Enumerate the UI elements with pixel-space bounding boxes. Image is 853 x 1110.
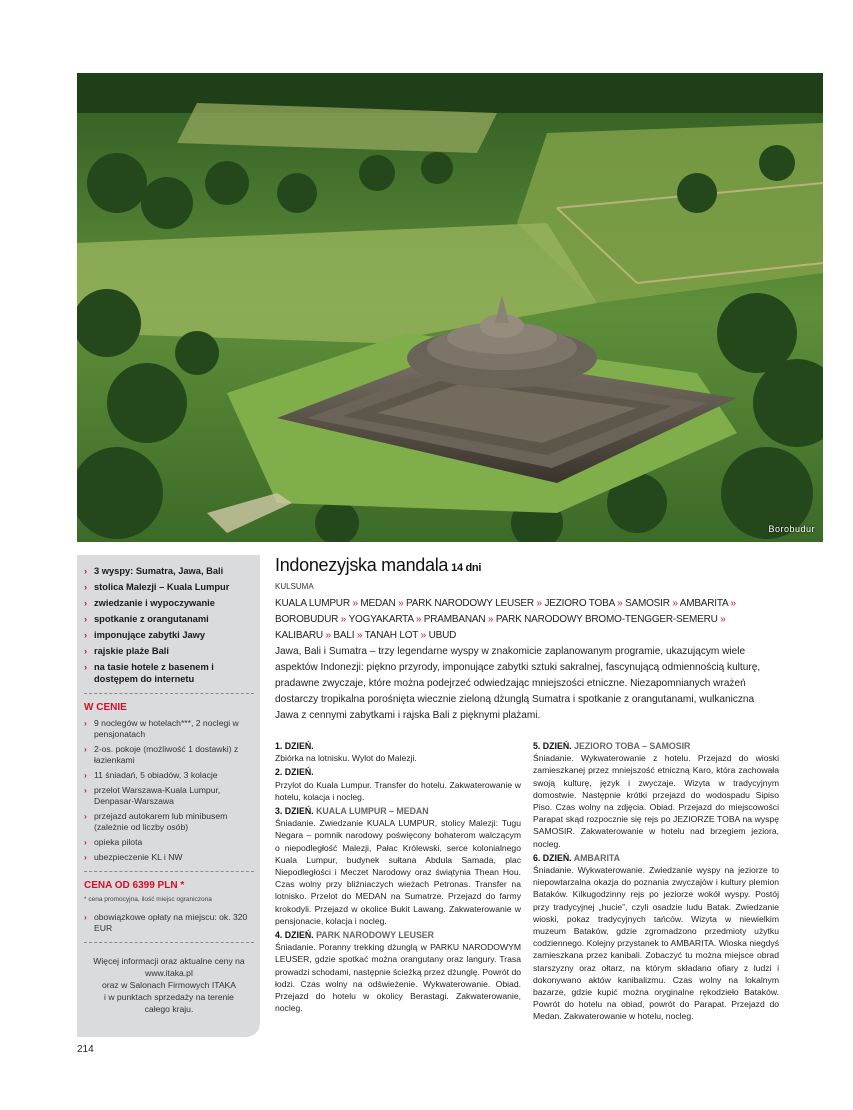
chevron-right-icon: › <box>84 852 87 862</box>
itinerary-day <box>275 929 521 1014</box>
divider <box>84 942 254 943</box>
day-heading: 1. DZIEŃ. <box>275 741 314 751</box>
more-info: Więcej informacji oraz aktualne ceny na www.itaka.pl oraz w Salonach Firmowych ITAKA i w punktach sprzedaży na terenie całego kraju. <box>84 955 254 1015</box>
itinerary-column-left <box>275 740 521 1016</box>
price-label: CENA OD 6399 PLN * <box>84 880 185 891</box>
chevron-right-icon: › <box>84 630 88 640</box>
in-price-item: › przejazd autokarem lub minibusem (zależnie od liczby osób) <box>84 811 228 832</box>
extra-fee-item: › obowiązkowe opłaty na miejscu: ok. 320 EUR <box>84 912 248 933</box>
in-price-heading: W CENIE <box>84 702 127 713</box>
route-arrow-icon: » <box>413 614 424 625</box>
itinerary-day <box>275 805 521 927</box>
chevron-right-icon: › <box>84 744 87 754</box>
chevron-right-icon: › <box>84 582 88 592</box>
itinerary-day <box>275 766 521 803</box>
itinerary-day <box>275 740 521 764</box>
chevron-right-icon: › <box>84 662 88 672</box>
intro-paragraph: Jawa, Bali i Sumatra – trzy legendarne wyspy w znakomicie zaplanowanym programie, ukazującym wiele aspektów Indonezji: piękno przyrody, imponujące zabytki sztuki sakralnej, fascynującą odmiennością kulturę, pradawne zwyczaje, które można podejrzeć odwiedzając mniejszości etniczne. Niezapomnianych wrażeń dostarczy tropikalna porośnięta wiecznie zieloną dżunglą Sumatra i spotkanie z orangutanami, wulkaniczna Jawa z cennymi zabytkami i rajska Bali z pięknymi plażami. <box>275 646 761 721</box>
day-description: Śniadanie. Wykwaterowanie. Zwiedzanie wyspy na jeziorze to niepowtarzalna okazja do poznania zwyczajów i kultury plemion Bataków. Kilkugodzinny rejs po jeziorze wokół wyspy. Postój przy tradycyjnej „hucie”, czyli osadzie ludu Batak. Zwiedzanie wioski, pokaz tradycyjnych tańców. Wizyta w niewielkim muzeum Bataków, gdzie zgromadzono przedmioty użytku codziennego. Kolejny przystanek to AMBARITA. Wioska niegdyś zamieszkana przez kanibali. Zobaczyć tu można miejsce obrad starszyzny oraz ołtarz, na którym składano ofiary z ludzi i dokonywano aktów kanibalizmu. Czas wolny na lokalnym bazarze, gdzie kupić można oryginalne rękodzieło Bataków. Powrót do hotelu na obiad, powrót do Parapat. Przejazd do Medan. Zakwaterowanie w hotelu, nocleg. <box>533 865 779 1022</box>
highlight-item: › zwiedzanie i wypoczywanie <box>84 598 215 608</box>
day-heading: 4. DZIEŃ. PARK NARODOWY LEUSER <box>275 930 435 941</box>
route-arrow-icon: » <box>485 614 496 625</box>
divider <box>84 871 254 872</box>
route-arrow-icon: » <box>418 630 429 641</box>
route-arrow-icon: » <box>533 598 545 609</box>
page-number: 214 <box>77 1044 94 1055</box>
chevron-right-icon: › <box>84 598 88 608</box>
in-price-item: › 11 śniadań, 5 obiadów, 3 kolacje <box>84 770 218 780</box>
route-arrow-icon: » <box>614 598 626 609</box>
route-arrow-icon: » <box>727 598 736 609</box>
borobudur-landscape-illustration <box>77 73 823 542</box>
chevron-right-icon: › <box>84 785 87 795</box>
photo-caption: Borobudur <box>768 524 815 534</box>
highlight-item: › imponujące zabytki Jawy <box>84 630 206 640</box>
chevron-right-icon: › <box>84 646 88 656</box>
chevron-right-icon: › <box>84 566 88 576</box>
day-heading: 3. DZIEŃ. KUALA LUMPUR – MEDAN <box>275 806 429 817</box>
chevron-right-icon: › <box>84 912 87 922</box>
route-arrow-icon: » <box>322 630 334 641</box>
in-price-item: › 9 noclegów w hotelach***, 2 noclegi w pensjonatach <box>84 718 239 739</box>
chevron-right-icon: › <box>84 811 87 821</box>
price-note: * cena promocyjna, ilość miejsc ograniczona <box>84 896 212 903</box>
day-description: Śniadanie. Poranny trekking dżunglą w PARKU NARODOWYM LEUSER, gdzie spotkać można orangutany oraz langury. Trasa prowadzi schodami, następnie ścieżką przez dżunglę. Powrót do łodzi. Czas wolny na odświeżenie. Wykwaterowanie. Obiad. Przejazd do hotelu w okolicy Berastagi. Zakwaterowanie, nocleg. <box>275 942 522 1014</box>
itinerary-day <box>533 740 779 850</box>
day-description: Śniadanie. Wykwaterowanie z hotelu. Przejazd do wioski zamieszkanej przez mniejszość etniczną Karo, która zachowała swoją kulturę, język i zwyczaje. Wizyta w tradycyjnym domostwie. Następnie krótki przejazd do wodospadu Sipiso Piso. Czas wolny na zdjęcia. Obiad. Przejazd do miejscowości Parapat skąd rozpocznie się rejs po JEZIORZE TOBA na wyspę SAMOSIR. Zakwaterowanie w hotelu nad brzegiem jeziora, nocleg. <box>533 753 779 849</box>
route-arrow-icon: » <box>717 614 726 625</box>
route-arrow-icon: » <box>354 630 365 641</box>
highlight-item: › stolica Malezji – Kuala Lumpur <box>84 582 230 592</box>
day-heading: 5. DZIEŃ. JEZIORO TOBA – SAMOSIR <box>533 741 691 751</box>
in-price-item: › przelot Warszawa-Kuala Lumpur, Denpasar-Warszawa <box>84 785 221 806</box>
route-list: KUALA LUMPUR » MEDAN » PARK NARODOWY LEUSER » JEZIORO TOBA » SAMOSIR » AMBARITA » BOROBUDUR » YOGYAKARTA » PRAMBANAN » PARK NARODOWY BROMO-TENGGER-SEMERU » KALIBARU » BALI » TANAH LOT » UBUD <box>275 598 736 641</box>
chevron-right-icon: › <box>84 718 87 728</box>
highlight-item: › rajskie plaże Bali <box>84 646 169 656</box>
website-link[interactable]: www.itaka.pl <box>145 968 193 978</box>
trip-duration: 14 dni <box>451 562 482 574</box>
in-price-item: › opieka pilota <box>84 837 143 847</box>
chevron-right-icon: › <box>84 614 88 624</box>
day-description: Śniadanie. Zwiedzanie KUALA LUMPUR, stolicy Malezji: Tugu Negara – pomnik narodowy poświęcony bohaterom walczącym o niepodległość Malezji, Pałac Królewski, serce kolonialnego Kuala Lumpur, budynek sułtana Abdula Samada, plac Niepodległości i Meczet Narodowy oraz świątynia Thean Hou. Czas wolny przy bliźniaczych wieżach Petronas. Transfer na lotnisko. Przelot do MEDAN na Sumatrze. Przejazd do farmy krokodyli. Przejazd w okolice Bukit Lawang. Zakwaterowanie w pensjonacie, kolacja i nocleg. <box>275 818 521 926</box>
route-arrow-icon: » <box>349 598 361 609</box>
route-arrow-icon: » <box>395 598 407 609</box>
day-heading: 2. DZIEŃ. <box>275 767 314 778</box>
route-arrow-icon: » <box>669 598 680 609</box>
highlight-item: › 3 wyspy: Sumatra, Jawa, Bali <box>84 566 224 576</box>
day-description: Zbiórka na lotnisku. Wylot do Malezji. <box>275 753 417 764</box>
highlight-item: › spotkanie z orangutanami <box>84 614 209 624</box>
day-description: Przylot do Kuala Lumpur. Transfer do hotelu. Zakwaterowanie w hotelu, kolacja i nocleg. <box>275 779 521 802</box>
in-price-item: › ubezpieczenie KL i NW <box>84 852 183 862</box>
route-arrow-icon: » <box>338 614 349 625</box>
hero-photo <box>77 73 823 542</box>
itinerary-column-right <box>533 740 779 1025</box>
partner-name: KULSUMA <box>275 582 314 591</box>
chevron-right-icon: › <box>84 837 87 847</box>
in-price-list <box>84 718 254 863</box>
day-heading: 6. DZIEŃ. AMBARITA <box>533 852 621 863</box>
extra-fees-list <box>84 912 254 934</box>
in-price-item: › 2-os. pokoje (możliwość 1 dostawki) z łazienkami <box>84 744 239 765</box>
divider <box>84 693 254 694</box>
page-title: Indonezyjska mandala 14 dni <box>275 555 482 575</box>
highlight-item: › na tasie hotele z basenem i dostępem do internetu <box>84 662 214 684</box>
itinerary-day <box>533 852 779 1023</box>
chevron-right-icon: › <box>84 770 87 780</box>
highlights-list <box>84 565 254 685</box>
offer-sidebar <box>77 555 260 1037</box>
